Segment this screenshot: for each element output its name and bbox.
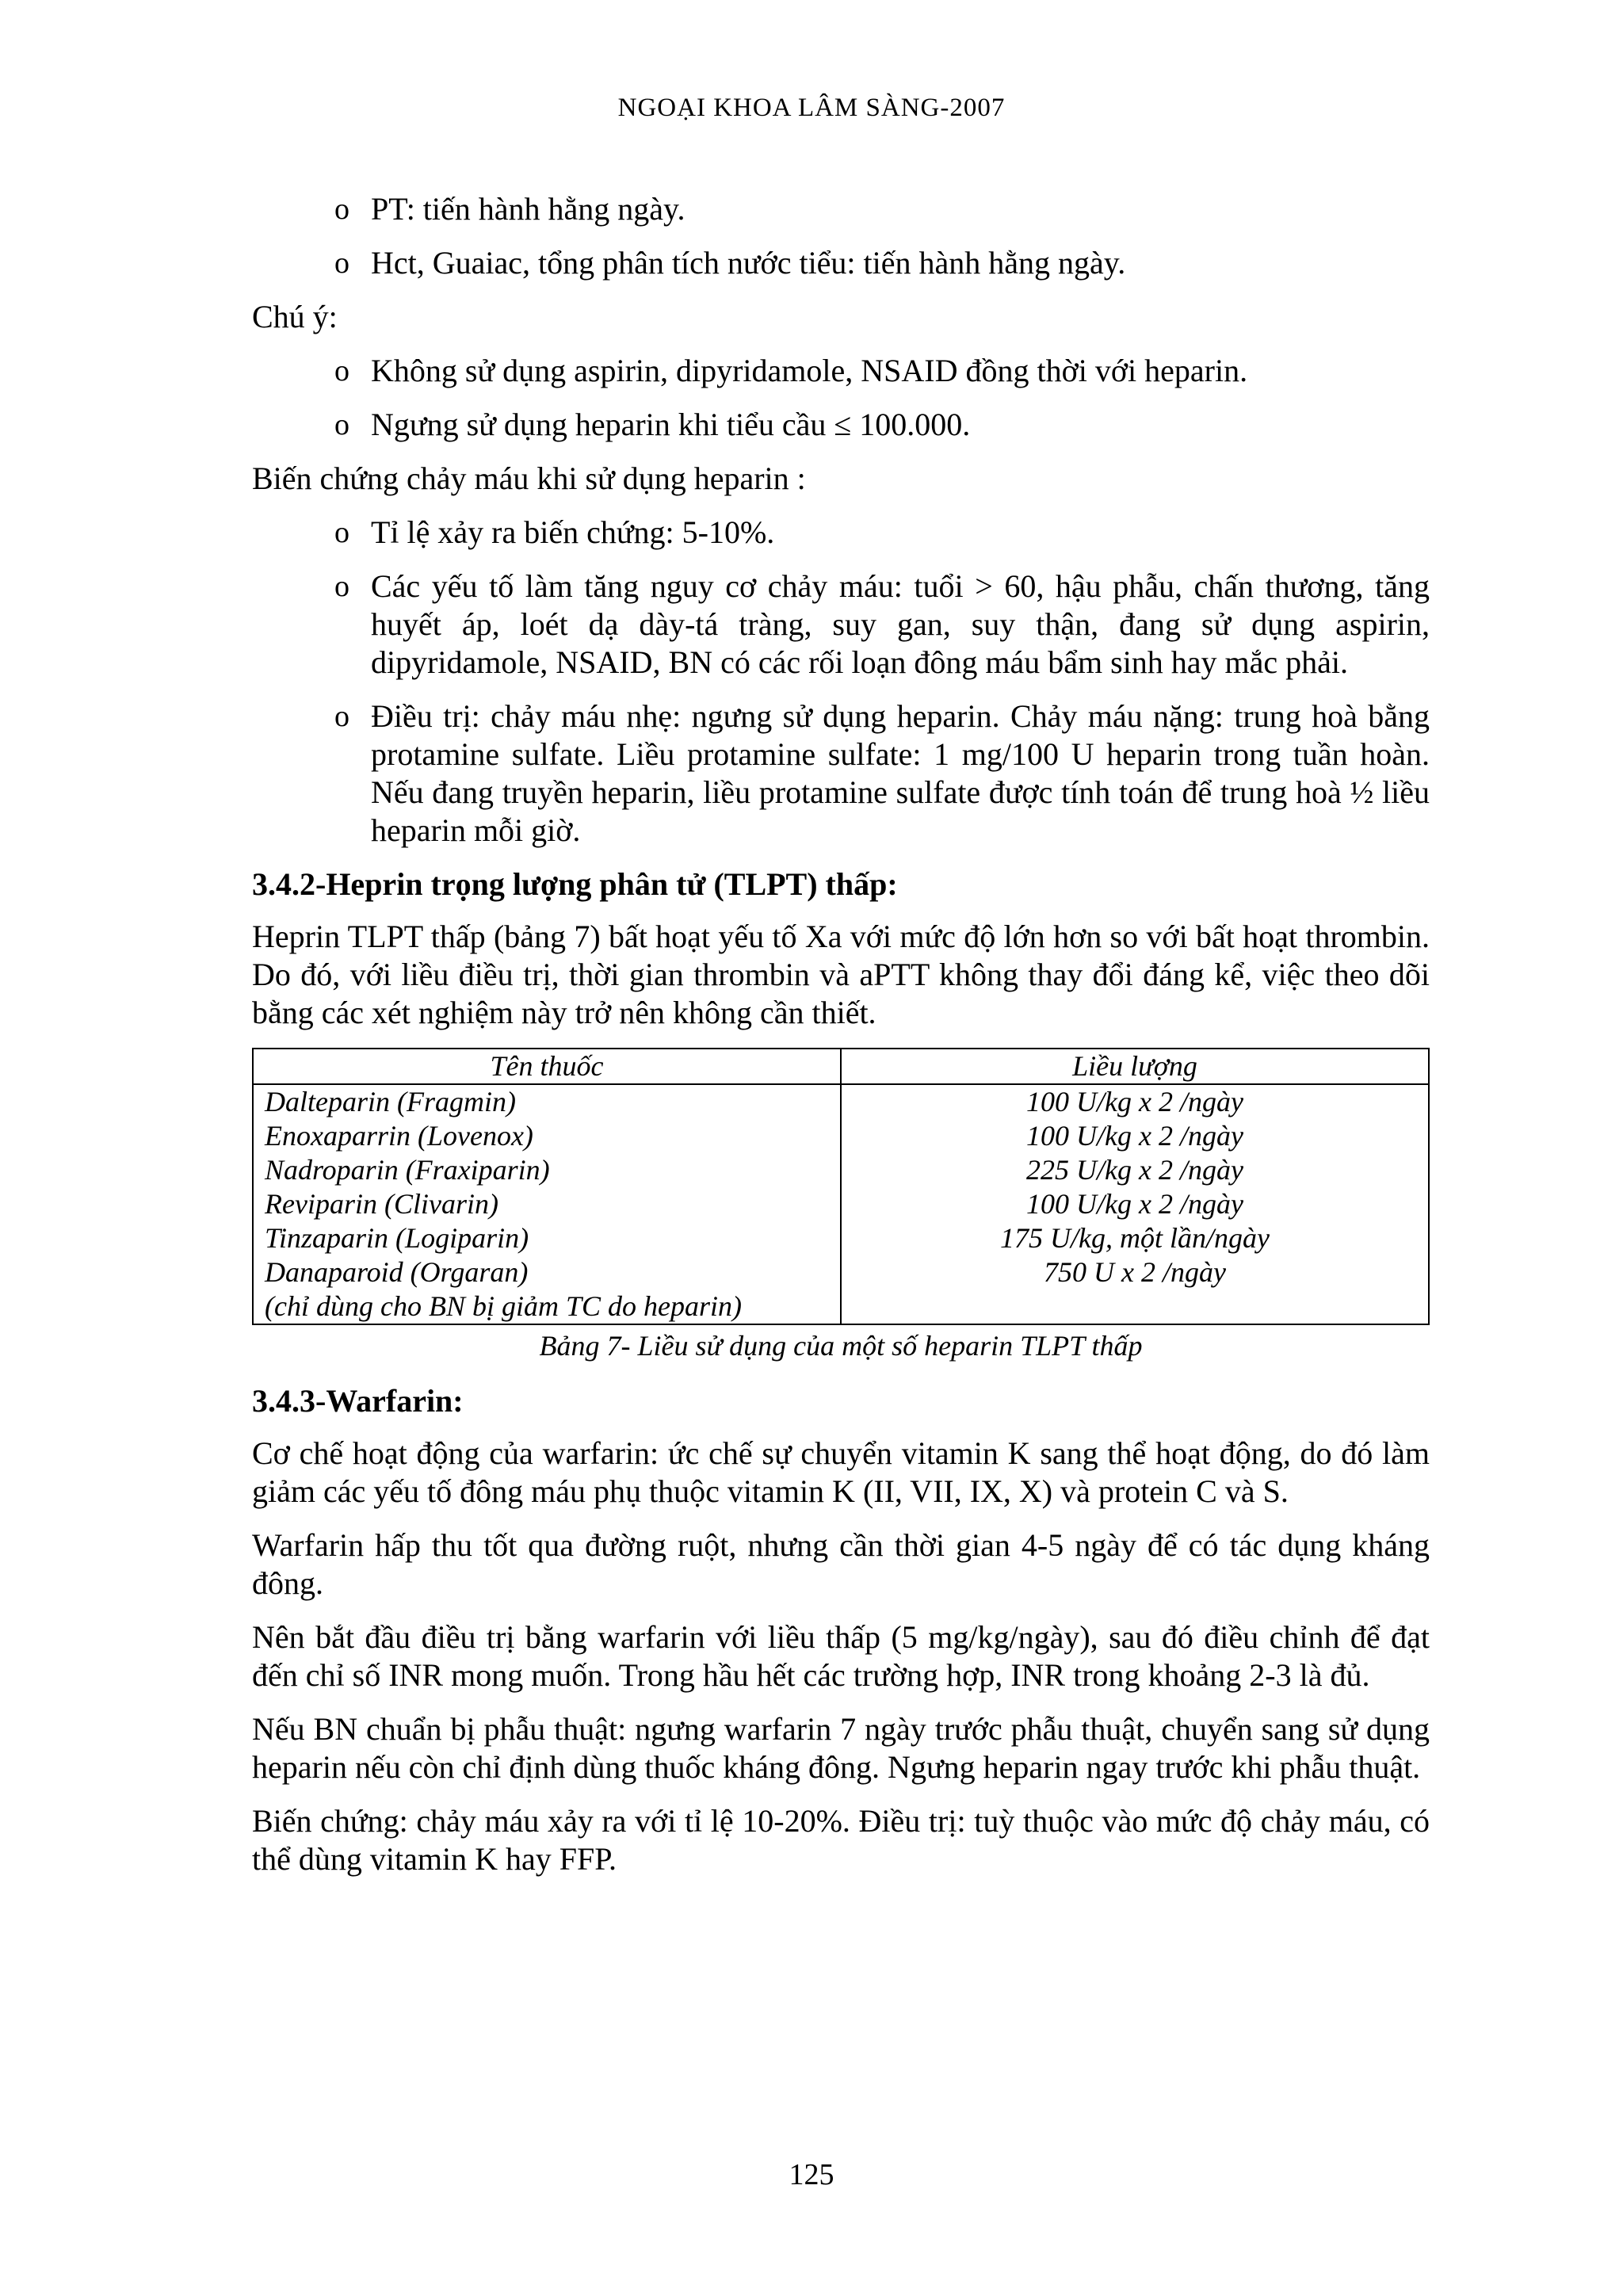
table-row bbox=[253, 1119, 1429, 1153]
dose-cell: 100 U/kg x 2 /ngày bbox=[841, 1187, 1429, 1221]
bullet-mark: o bbox=[334, 570, 349, 603]
table-header-drug: Tên thuốc bbox=[253, 1049, 841, 1084]
table-header-dose: Liều lượng bbox=[841, 1049, 1429, 1084]
section-heading-342: 3.4.2-Heprin trọng lượng phân tử (TLPT) thấp: bbox=[252, 866, 898, 902]
drug-cell: Reviparin (Clivarin) bbox=[253, 1187, 841, 1221]
dose-cell: 750 U x 2 /ngày bbox=[841, 1255, 1429, 1289]
list-item: o Tỉ lệ xảy ra biến chứng: 5-10%. bbox=[334, 514, 775, 550]
table-caption: Bảng 7- Liều sử dụng của một số heparin TLPT thấp bbox=[539, 1330, 1143, 1362]
table-row bbox=[253, 1289, 1429, 1324]
drug-cell: Nadroparin (Fraxiparin) bbox=[253, 1153, 841, 1187]
table-row bbox=[253, 1221, 1429, 1255]
list-item: o PT: tiến hành hằng ngày. bbox=[334, 191, 685, 227]
dose-cell: 225 U/kg x 2 /ngày bbox=[841, 1153, 1429, 1187]
dose-cell: 100 U/kg x 2 /ngày bbox=[841, 1084, 1429, 1119]
section-343-paragraph: Warfarin hấp thu tốt qua đường ruột, nhưng cần thời gian 4-5 ngày để có tác dụng kháng đông. bbox=[252, 1527, 1430, 1601]
section-343-paragraph: Nếu BN chuẩn bị phẫu thuật: ngưng warfarin 7 ngày trước phẫu thuật, chuyển sang sử dụng heparin nếu còn chỉ định dùng thuốc kháng đông. Ngưng heparin ngay trước khi phẫu thuật. bbox=[252, 1711, 1430, 1785]
section-343-paragraph: Nên bắt đầu điều trị bằng warfarin với liều thấp (5 mg/kg/ngày), sau đó điều chỉnh để đạt đến chỉ số INR mong muốn. Trong hầu hết các trường hợp, INR trong khoảng 2-3 là đủ. bbox=[252, 1619, 1430, 1693]
section-343-paragraph: Cơ chế hoạt động của warfarin: ức chế sự chuyển vitamin K sang thể hoạt động, do đó làm giảm các yếu tố đông máu phụ thuộc vitamin K (II, VII, IX, X) và protein C và S. bbox=[252, 1435, 1430, 1509]
table-row bbox=[253, 1255, 1429, 1289]
table-row bbox=[253, 1084, 1429, 1119]
list-item: o Hct, Guaiac, tổng phân tích nước tiểu: tiến hành hằng ngày. bbox=[334, 245, 1126, 281]
dose-cell: 175 U/kg, một lần/ngày bbox=[841, 1221, 1429, 1255]
running-header: NGOẠI KHOA LÂM SÀNG-2007 bbox=[617, 94, 1006, 122]
list-item: o Các yếu tố làm tăng nguy cơ chảy máu: tuổi > 60, hậu phẫu, chấn thương, tăng huyết áp, loét dạ dày-tá tràng, suy gan, suy thận, đang sử dụng aspirin, dipyridamole, NSAID, BN có các rối loạn đông máu bẩm sinh hay mắc phải. bbox=[334, 568, 1430, 680]
table-row bbox=[253, 1153, 1429, 1187]
drug-cell: Danaparoid (Orgaran) bbox=[253, 1255, 841, 1289]
bullet-mark: o bbox=[334, 700, 349, 733]
section-heading-343: 3.4.3-Warfarin: bbox=[252, 1383, 464, 1419]
drug-cell: (chỉ dùng cho BN bị giảm TC do heparin) bbox=[253, 1289, 841, 1324]
dose-cell: 100 U/kg x 2 /ngày bbox=[841, 1119, 1429, 1153]
list-item: o Điều trị: chảy máu nhẹ: ngưng sử dụng heparin. Chảy máu nặng: trung hoà bằng protamine sulfate. Liều protamine sulfate: 1 mg/100 U heparin trong tuần hoàn. Nếu đang truyền heparin, liều protamine sulfate được tính toán để trung hoà ½ liều heparin mỗi giờ. bbox=[334, 698, 1430, 848]
table-header-row bbox=[253, 1049, 1429, 1084]
dosage-table bbox=[252, 1048, 1430, 1325]
note-label: Chú ý: bbox=[252, 299, 338, 334]
bullet-mark: o bbox=[334, 408, 349, 441]
bullet-mark: o bbox=[334, 516, 349, 549]
drug-cell: Enoxaparrin (Lovenox) bbox=[253, 1119, 841, 1153]
drug-cell: Dalteparin (Fragmin) bbox=[253, 1084, 841, 1119]
bullet-mark: o bbox=[334, 246, 349, 280]
drug-cell: Tinzaparin (Logiparin) bbox=[253, 1221, 841, 1255]
page-number: 125 bbox=[789, 2158, 834, 2191]
list-item: o Không sử dụng aspirin, dipyridamole, NSAID đồng thời với heparin. bbox=[334, 353, 1248, 388]
complication-label: Biến chứng chảy máu khi sử dụng heparin : bbox=[252, 460, 806, 496]
page-content bbox=[252, 190, 1430, 1894]
section-342-paragraph: Heprin TLPT thấp (bảng 7) bất hoạt yếu tố Xa với mức độ lớn hơn so với bất hoạt thrombin. Do đó, với liều điều trị, thời gian thrombin và aPTT không thay đổi đáng kể, việc theo dõi bằng các xét nghiệm này trở nên không cần thiết. bbox=[252, 919, 1430, 1030]
bullet-mark: o bbox=[334, 354, 349, 388]
list-item: o Ngưng sử dụng heparin khi tiểu cầu ≤ 100.000. bbox=[334, 407, 971, 442]
bullet-mark: o bbox=[334, 193, 349, 226]
dose-cell bbox=[841, 1289, 1429, 1324]
table-row bbox=[253, 1187, 1429, 1221]
section-343-paragraph: Biến chứng: chảy máu xảy ra với tỉ lệ 10-20%. Điều trị: tuỳ thuộc vào mức độ chảy máu, có thể dùng vitamin K hay FFP. bbox=[252, 1803, 1430, 1877]
